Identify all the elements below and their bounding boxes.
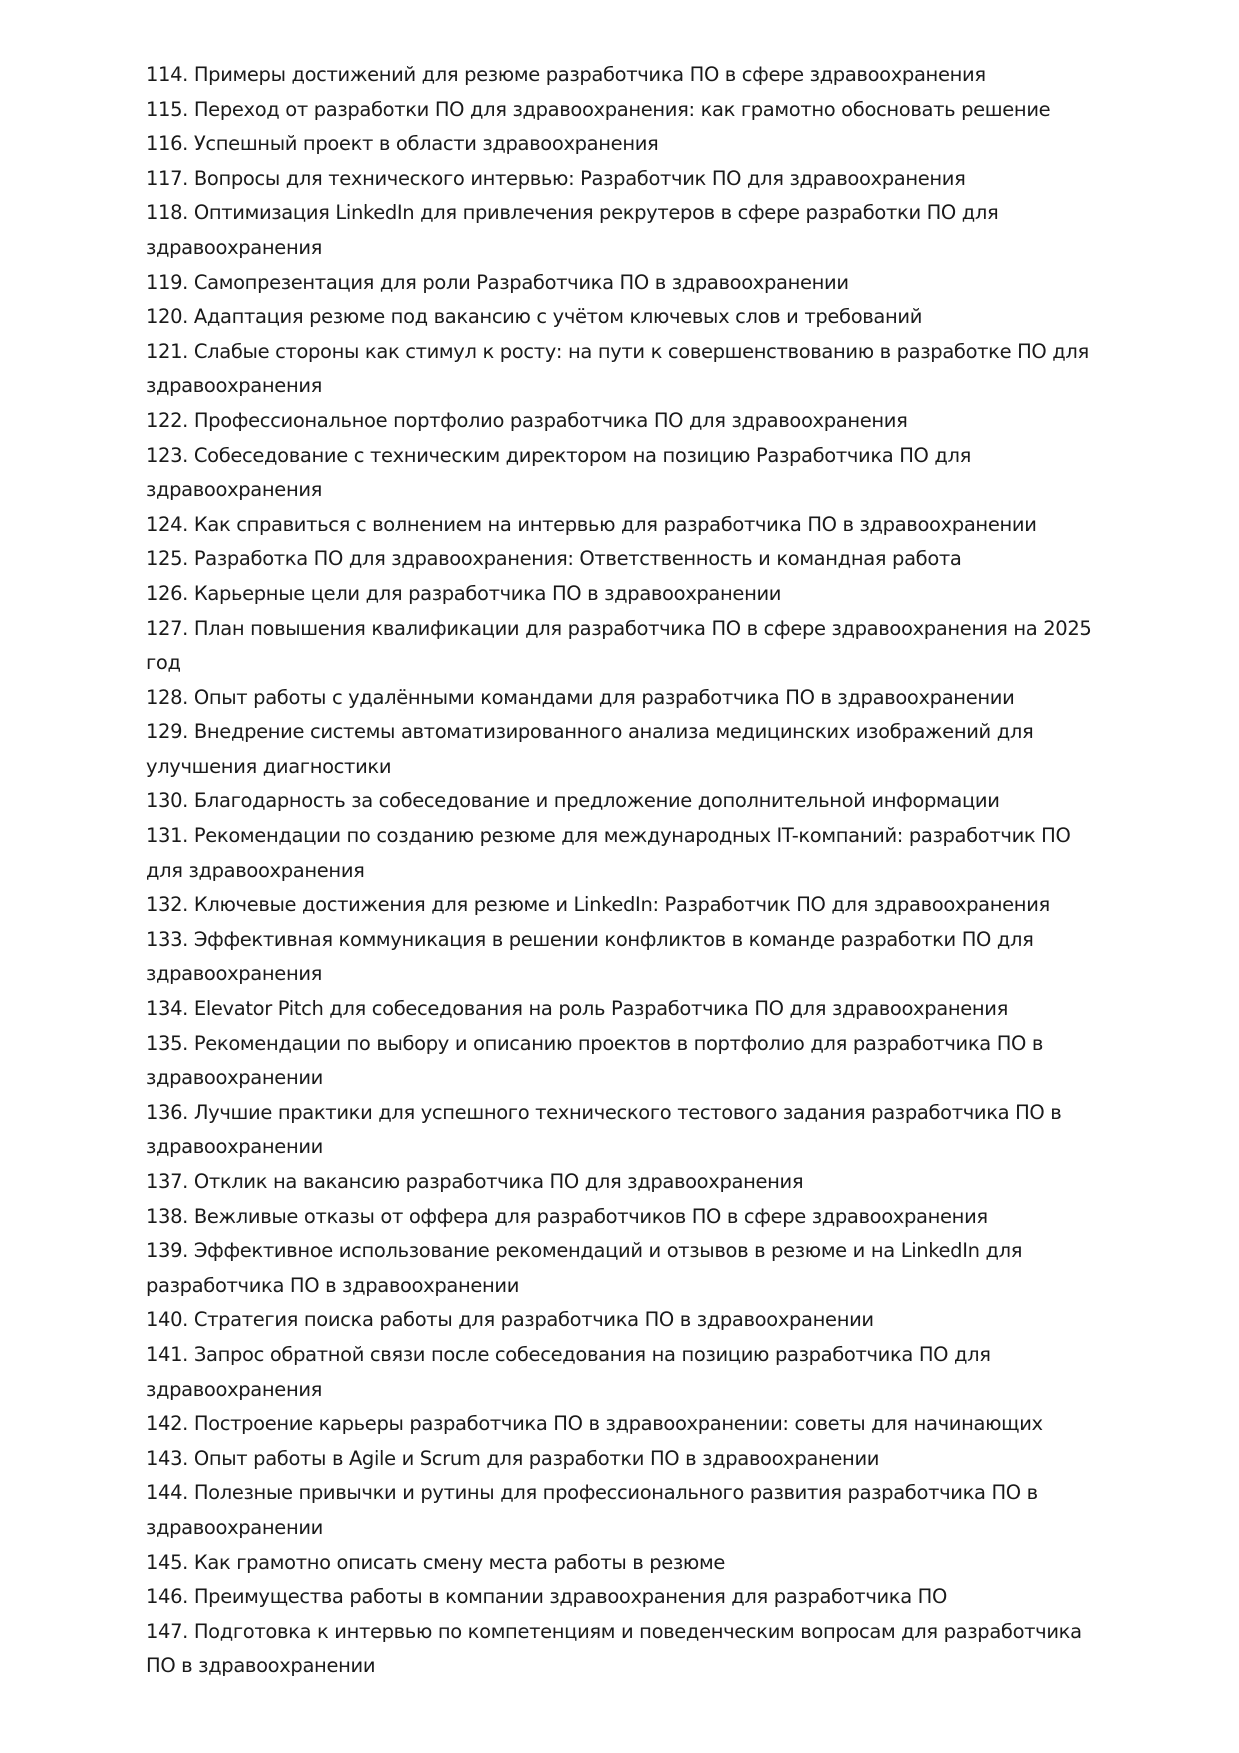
list-item: 129. Внедрение системы автоматизированного анализа медицинских изображений для улучшения диагностики: [146, 720, 1034, 778]
list-item: 146. Преимущества работы в компании здравоохранения для разработчика ПО: [146, 1585, 947, 1609]
list-item: 121. Слабые стороны как стимул к росту: на пути к совершенствованию в разработке ПО для здравоохранения: [146, 339, 1089, 398]
list-item: 118. Оптимизация LinkedIn для привлечения рекрутеров в сфере разработки ПО для здравоохранения: [146, 201, 999, 259]
list-item: 140. Стратегия поиска работы для разработчика ПО в здравоохранении: [146, 1308, 874, 1332]
list-item: 116. Успешный проект в области здравоохранения: [146, 132, 659, 156]
list-item: 147. Подготовка к интервью по компетенциям и поведенческим вопросам для разработчика ПО в здравоохранении: [146, 1619, 1082, 1678]
list-item: 131. Рекомендации по созданию резюме для международных IT-компаний: разработчик ПО для здравоохранения: [146, 824, 1071, 882]
list-item: 127. План повышения квалификации для разработчика ПО в сфере здравоохранения на 2025 год: [146, 616, 1092, 675]
list-item: 136. Лучшие практики для успешного технического тестового задания разработчика ПО в здравоохранении: [146, 1100, 1062, 1159]
list-item: 114. Примеры достижений для резюме разработчика ПО в сфере здравоохранения: [146, 63, 986, 86]
list-item: 132. Ключевые достижения для резюме и LinkedIn: Разработчик ПО для здравоохранения: [146, 893, 1050, 917]
list-item: 128. Опыт работы с удалёнными командами для разработчика ПО в здравоохранении: [146, 685, 1015, 709]
list-item: 122. Профессиональное портфолио разработчика ПО для здравоохранения: [146, 408, 908, 432]
list-item: 115. Переход от разработки ПО для здравоохранения: как грамотно обосновать решение: [146, 97, 1051, 121]
list-item: 119. Самопрезентация для роли Разработчика ПО в здравоохранении: [146, 270, 849, 294]
list-item: 123. Собеседование с техническим директором на позицию Разработчика ПО для здравоохранения: [146, 443, 972, 502]
list-item: 120. Адаптация резюме под вакансию с учётом ключевых слов и требований: [146, 305, 923, 329]
document-page: [146, 58, 1096, 1684]
list-item: 117. Вопросы для технического интервью: Разработчик ПО для здравоохранения: [146, 166, 966, 190]
list-item: 130. Благодарность за собеседование и предложение дополнительной информации: [146, 789, 1000, 813]
list-item: 126. Карьерные цели для разработчика ПО в здравоохранении: [146, 581, 782, 605]
list-item: 141. Запрос обратной связи после собеседования на позицию разработчика ПО для здравоохранения: [146, 1342, 991, 1401]
list-item: 125. Разработка ПО для здравоохранения: Ответственность и командная работа: [146, 547, 962, 571]
list-item: 137. Отклик на вакансию разработчика ПО для здравоохранения: [146, 1170, 804, 1193]
list-item: 134. Elevator Pitch для собеседования на роль Разработчика ПО для здравоохранения: [146, 997, 1009, 1021]
list-item: 143. Опыт работы в Agile и Scrum для разработки ПО в здравоохранении: [146, 1446, 880, 1470]
list-item: 139. Эффективное использование рекомендаций и отзывов в резюме и на LinkedIn для разработчика ПО в здравоохранении: [146, 1239, 1023, 1297]
list-item: 142. Построение карьеры разработчика ПО в здравоохранении: советы для начинающих: [146, 1412, 1043, 1436]
list-item: 144. Полезные привычки и рутины для профессионального развития разработчика ПО в здравоохранении: [146, 1481, 1038, 1539]
list-item: 135. Рекомендации по выбору и описанию проектов в портфолио для разработчика ПО в здравоохранении: [146, 1031, 1044, 1090]
list-item: 124. Как справиться с волнением на интервью для разработчика ПО в здравоохранении: [146, 512, 1037, 536]
list-item: 138. Вежливые отказы от оффера для разработчиков ПО в сфере здравоохранения: [146, 1204, 988, 1228]
list-item: 145. Как грамотно описать смену места работы в резюме: [146, 1550, 726, 1574]
list-item: 133. Эффективная коммуникация в решении конфликтов в команде разработки ПО для здравоохранения: [146, 927, 1034, 986]
